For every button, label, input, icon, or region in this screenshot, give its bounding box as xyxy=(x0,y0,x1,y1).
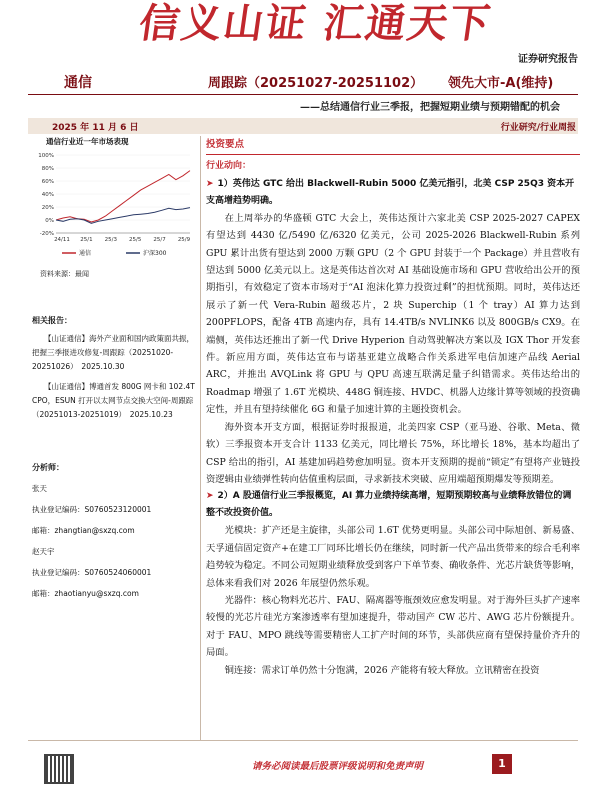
masthead xyxy=(0,0,600,58)
footer-divider xyxy=(28,740,578,741)
related-report-1[interactable] xyxy=(32,332,196,374)
chart-source: 资料来源：最闻 xyxy=(40,270,89,278)
key-point-2 xyxy=(206,488,580,522)
section-title: 投资要点 xyxy=(206,136,580,155)
y-tick-label: 20% xyxy=(41,205,54,211)
related-report-1-text: 【山证通信】海外产业面和国内政策面共振，把握三季报进攻修复-周跟踪（20251020-20251026） 2025.10.30 xyxy=(32,334,194,371)
key-point-1 xyxy=(206,176,580,210)
report-category: 行业研究/行业周报 xyxy=(500,123,576,133)
x-tick-label: 24/11 xyxy=(54,237,70,243)
analyst-1-cert: 执业登记编码：S0760523120001 xyxy=(32,505,152,514)
legend-label: 通信 xyxy=(79,250,92,257)
related-reports-title: 相关报告： xyxy=(32,316,72,325)
paragraph-2: 海外资本开支方面，根据证券时报报道，北美四家 CSP（亚马逊、谷歌、Meta、微软）三季报资本开支合计 1133 亿美元，同比增长 75%，环比增长 18%，基本均超出了 CSP 给出的指引，AI 基建加码趋势愈加明显。资本开支预期的提前“锁定”有望将产业链投资逻辑由业绩弹性转向估值重构层面，寻求新技术突破、应用端超预期爆发等预期差。 xyxy=(206,421,580,485)
x-tick-label: 25/1 xyxy=(80,237,93,243)
related-report-2-text: 【山证通信】博通首发 800G 网卡和 102.4T CPO，ESUN 打开以太网节点交换大空间-周跟踪（20251013-20251019） 2025.10.23 xyxy=(32,382,195,419)
related-report-2[interactable] xyxy=(32,380,196,422)
chart-title: 通信行业近一年市场表现 xyxy=(46,137,129,146)
y-tick-label: 60% xyxy=(41,179,54,185)
paragraph-1: 在上周举办的华盛顿 GTC 大会上，英伟达预计六家北美 CSP 2025-2027 CAPEX 有望达到 4430 亿/5490 亿/6320 亿美元，公司 2025-2026 Blackwell-Rubin 系列 GPU 累计出货有望达到 2000 万颗 GPU（2 个 GPU 封装于一个 Package）并且营收有望达到 5000 亿美元以上。这是英伟达首次对 AI 基础设施市场和 GPU 营收给出公开的预期指引，有效稳定了资本市场对于“AI 泡沫化算力投资过剩”的担忧预期。同时，英伟达还展示了新一代 Vera-Rubin 超级芯片，2 块 Superchip（1 个 tray）AI 算力达到 200PFLOPS，配备 4TB 高速内存，具有 14.4TB/s NVLINK6 以及 800GB/s CX9。在端侧，英伟达还推出了新一代 Drive Hyperion 自动驾驶解决方案以及 IGX Thor 开发套件。新应用方面，英伟达宣布与诺基亚建立战略合作关系进军电信加速产品线 Aerial ARC，并推出 AVQLink 将 GPU 与 QPU 高速互联满足量子纠错需求。英伟达给出的 Roadmap 增强了 1.6T 光模块、448G 铜连接、HVDC、机器人边缘计算等领域的投资确定性，并且有望持续催化 6G 和量子加速计算的主题投资机会。 xyxy=(206,212,580,416)
column-divider xyxy=(200,136,201,740)
analysts-title: 分析师： xyxy=(32,463,64,472)
key-point-1-text: 1）英伟达 GTC 给出 Blackwell-Rubin 5000 亿美元指引，北美 CSP 25Q3 资本开支高增趋势明确。 xyxy=(206,178,575,206)
key-point-2-text: 2）A 股通信行业三季报概览，AI 算力业绩持续高增，短期预期较高与业绩释放错位的调整不改投资价值。 xyxy=(206,491,572,519)
report-subtitle: ——总结通信行业三季报，把握短期业绩与预期错配的机会 xyxy=(300,102,560,113)
header-divider xyxy=(28,94,578,95)
report-title: 周跟踪（20251027-20251102） xyxy=(208,76,424,91)
performance-chart-svg xyxy=(28,149,196,261)
analyst-1-email[interactable]: 邮箱：zhangtian@sxzq.com xyxy=(32,526,135,535)
y-tick-label: 0% xyxy=(45,218,54,224)
report-header xyxy=(0,64,600,94)
y-tick-label: 80% xyxy=(41,166,54,172)
qr-code xyxy=(44,754,74,784)
legend-label: 沪深300 xyxy=(143,250,167,257)
sidebar xyxy=(28,136,196,599)
company-logo: 信义山证 汇通天下 xyxy=(136,0,495,47)
paragraph-3: 光模块：扩产还是主旋律，头部公司 1.6T 优势更明显。头部公司中际旭创、新易盛、天孚通信固定资产+在建工厂同环比增长仍在继续，同时新一代产品出货带来的综合毛利率趋势较为稳定。不同公司短期业绩释放受到客户下单节奏、确收条件、光芯片缺货等影响，总体来看我们对 2026 年展望仍然乐观。 xyxy=(206,525,580,589)
x-tick-label: 25/7 xyxy=(153,237,166,243)
main-content xyxy=(206,136,580,679)
arrow-icon: ➤ xyxy=(206,178,214,189)
y-tick-label: 100% xyxy=(38,153,54,159)
report-date: 2025 年 11 月 6 日 xyxy=(52,123,139,133)
analyst-2-name: 赵天宇 xyxy=(32,547,55,556)
report-type-label: 证券研究报告 xyxy=(518,54,578,65)
series-line-telecom xyxy=(56,171,190,222)
analyst-2-email[interactable]: 邮箱：zhaotianyu@sxzq.com xyxy=(32,589,139,598)
industry-label: 通信 xyxy=(64,75,92,91)
y-tick-label: 40% xyxy=(41,192,54,198)
performance-chart xyxy=(28,149,196,261)
x-tick-label: 25/9 xyxy=(177,237,191,243)
analyst-2-cert: 执业登记编码：S0760524060001 xyxy=(32,568,152,577)
disclaimer[interactable]: 请务必阅读最后股票评级说明和免责声明 xyxy=(252,761,424,772)
paragraph-5: 铜连接：需求订单仍然十分饱满，2026 产能将有较大释放。立讯精密在投资 xyxy=(224,664,540,676)
series-line-csi300 xyxy=(56,208,190,224)
arrow-icon: ➤ xyxy=(206,491,214,502)
paragraph-4: 光器件：核心物料光芯片、FAU、隔离器等瓶颈效应愈发明显。对于海外巨头扩产速率较慢的光芯片硅光方案渗透率有望加速提升，带动国产 CW 芯片、AWG 芯片份额提升。对于 FAU、MPO 跳线等需要精密人工扩产时间的环节，头部供应商有望保持量价齐升的局面。 xyxy=(206,594,580,659)
page-number: 1 xyxy=(492,754,512,774)
x-tick-label: 25/3 xyxy=(104,237,117,243)
x-tick-label: 25/5 xyxy=(129,237,142,243)
rating-label: 领先大市-A(维持) xyxy=(448,76,554,91)
subsection-title: 行业动向： xyxy=(206,161,252,172)
analyst-1-name: 张天 xyxy=(32,484,47,493)
y-tick-label: -20% xyxy=(39,231,54,237)
